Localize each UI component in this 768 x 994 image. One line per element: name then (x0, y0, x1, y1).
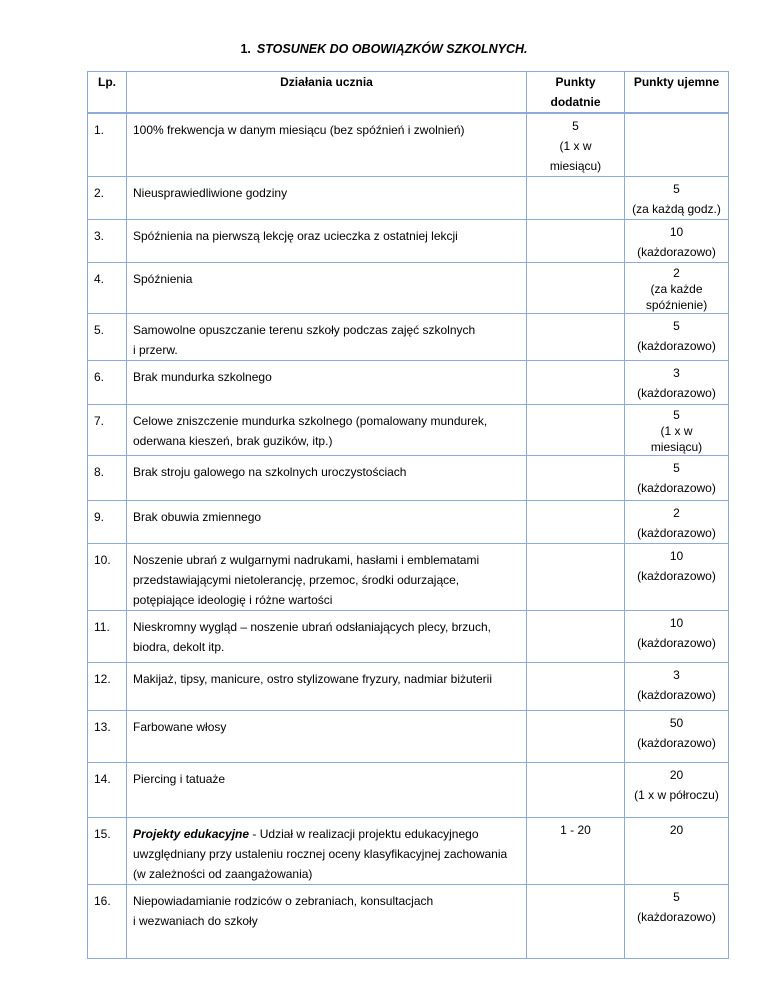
row-action (127, 177, 527, 220)
row-positive-points (527, 544, 625, 611)
row-negative-points (625, 113, 729, 177)
row-positive-points (527, 456, 625, 501)
negative-points-line: (każdorazowo) (637, 910, 716, 924)
row-negative-points (625, 763, 729, 818)
negative-points-line: 5 (673, 461, 680, 475)
row-number: 3. (88, 220, 127, 263)
row-positive-points (527, 177, 625, 220)
row-number: 13. (88, 711, 127, 763)
row-action-emphasis: Projekty edukacyjne (133, 827, 250, 841)
table-row (88, 818, 729, 885)
row-negative-points (625, 456, 729, 501)
row-action-text: Brak stroju galowego na szkolnych uroczystościach (133, 465, 407, 479)
table-row (88, 663, 729, 711)
row-negative-points (625, 361, 729, 405)
negative-points-line: (za każde (650, 282, 703, 296)
row-action (127, 456, 527, 501)
row-number: 2. (88, 177, 127, 220)
row-positive-points (527, 885, 625, 959)
row-positive-points (527, 263, 625, 314)
row-number: 16. (88, 885, 127, 959)
negative-points-line: 2 (673, 506, 680, 520)
row-action-text: Samowolne opuszczanie terenu szkoły podczas zajęć szkolnych (133, 323, 476, 337)
row-action (127, 763, 527, 818)
row-number: 11. (88, 611, 127, 663)
row-positive-points (527, 113, 625, 177)
row-positive-points (527, 361, 625, 405)
row-negative-points (625, 611, 729, 663)
table-row (88, 405, 729, 456)
row-action-text-line-2: i przerw. (133, 343, 178, 357)
negative-points-line: (każdorazowo) (637, 339, 716, 353)
row-negative-points (625, 501, 729, 544)
row-positive-points (527, 663, 625, 711)
row-action (127, 663, 527, 711)
row-number: 4. (88, 263, 127, 314)
row-number: 7. (88, 405, 127, 456)
row-action (127, 263, 527, 314)
row-positive-points (527, 501, 625, 544)
row-action (127, 361, 527, 405)
negative-points-line: (za każdą godz.) (632, 202, 721, 216)
section-number: 1. (240, 42, 251, 56)
positive-points-line: 1 - 20 (560, 823, 591, 837)
row-action (127, 885, 527, 959)
negative-points-line: 5 (673, 182, 680, 196)
section-title (0, 42, 768, 56)
row-action (127, 611, 527, 663)
row-number: 6. (88, 361, 127, 405)
row-positive-points (527, 763, 625, 818)
row-negative-points (625, 544, 729, 611)
row-number: 12. (88, 663, 127, 711)
negative-points-line: (każdorazowo) (637, 386, 716, 400)
row-action-text: Farbowane włosy (133, 720, 227, 734)
table-row (88, 544, 729, 611)
negative-points-line: 10 (669, 225, 684, 239)
negative-points-line: (każdorazowo) (637, 245, 716, 259)
row-action-text: Brak mundurka szkolnego (133, 370, 272, 384)
row-number: 14. (88, 763, 127, 818)
row-positive-points (527, 818, 625, 885)
negative-points-line: 2 (673, 266, 680, 280)
row-positive-points (527, 220, 625, 263)
row-number: 5. (88, 314, 127, 361)
row-negative-points (625, 405, 729, 456)
negative-points-line: 10 (669, 549, 684, 563)
row-negative-points (625, 711, 729, 763)
points-table (87, 71, 729, 959)
section-title-text: STOSUNEK DO OBOWIĄZKÓW SZKOLNYCH. (256, 42, 528, 56)
table-body (88, 113, 729, 959)
negative-points-line: (każdorazowo) (637, 526, 716, 540)
row-action (127, 220, 527, 263)
header-plus (527, 72, 625, 114)
table-row (88, 885, 729, 959)
row-action (127, 501, 527, 544)
row-action-text: Celowe zniszczenie mundurka szkolnego (pomalowany mundurek, oderwana kieszeń, brak guzików, itp.) (133, 414, 488, 448)
row-negative-points (625, 314, 729, 361)
row-action-text: Nieskromny wygląd – noszenie ubrań odsłaniających plecy, brzuch, biodra, dekolt itp. (133, 620, 491, 654)
table-row (88, 220, 729, 263)
positive-points-line: (1 x w (559, 139, 592, 153)
negative-points-line: 5 (673, 408, 680, 422)
table-row (88, 361, 729, 405)
table-row (88, 263, 729, 314)
row-action (127, 113, 527, 177)
row-negative-points (625, 177, 729, 220)
row-action-text: Nieusprawiedliwione godziny (133, 186, 288, 200)
header-lp: Lp. (88, 72, 127, 114)
row-action-text: Brak obuwia zmiennego (133, 510, 262, 524)
negative-points-line: (1 x w półroczu) (634, 788, 719, 802)
table-header-row (88, 72, 729, 114)
header-plus-line-2: dodatnie (550, 95, 601, 109)
row-positive-points (527, 611, 625, 663)
table-row (88, 711, 729, 763)
row-action-text-line-2: i wezwaniach do szkoły (133, 914, 258, 928)
negative-points-line: 20 (669, 823, 684, 837)
negative-points-line: (każdorazowo) (637, 569, 716, 583)
row-positive-points (527, 314, 625, 361)
row-negative-points (625, 663, 729, 711)
row-negative-points (625, 818, 729, 885)
negative-points-line: (każdorazowo) (637, 636, 716, 650)
negative-points-line: (każdorazowo) (637, 688, 716, 702)
negative-points-line: miesiącu) (650, 440, 703, 454)
row-positive-points (527, 711, 625, 763)
row-action-text: 100% frekwencja w danym miesiącu (bez spóźnień i zwolnień) (133, 123, 465, 137)
negative-points-line: (każdorazowo) (637, 736, 716, 750)
table-row (88, 456, 729, 501)
negative-points-line: 20 (669, 768, 684, 782)
row-action-text: Makijaż, tipsy, manicure, ostro stylizowane fryzury, nadmiar biżuterii (133, 672, 493, 686)
row-number: 9. (88, 501, 127, 544)
negative-points-line: (każdorazowo) (637, 481, 716, 495)
negative-points-line: spóźnienie) (645, 298, 708, 312)
row-action (127, 405, 527, 456)
table-row (88, 177, 729, 220)
negative-points-line: 50 (669, 716, 684, 730)
row-negative-points (625, 263, 729, 314)
row-number: 15. (88, 818, 127, 885)
row-positive-points (527, 405, 625, 456)
row-action (127, 544, 527, 611)
row-negative-points (625, 220, 729, 263)
row-action-text: Niepowiadamianie rodziców o zebraniach, konsultacjach (133, 894, 434, 908)
negative-points-line: 3 (673, 668, 680, 682)
row-action-text: Noszenie ubrań z wulgarnymi nadrukami, hasłami i emblematami przedstawiającymi nietolerancję, przemoc, środki odurzające, potępiające ideologię i różne wartości (133, 553, 480, 607)
row-action (127, 818, 527, 885)
header-plus-line-1: Punkty (555, 75, 596, 89)
negative-points-line: 5 (673, 890, 680, 904)
table-row (88, 763, 729, 818)
row-action (127, 711, 527, 763)
table-row (88, 501, 729, 544)
table-row (88, 314, 729, 361)
row-number: 8. (88, 456, 127, 501)
row-action (127, 314, 527, 361)
positive-points-line: 5 (572, 119, 579, 133)
row-action-text: - Udział w realizacji projektu edukacyjnego uwzględniany przy ustaleniu rocznej oceny klasyfikacyjnej zachowania (w zależności od zaangażowania) (133, 827, 508, 881)
negative-points-line: 5 (673, 319, 680, 333)
row-action-text: Piercing i tatuaże (133, 772, 226, 786)
negative-points-line: 3 (673, 366, 680, 380)
row-action-text: Spóźnienia na pierwszą lekcję oraz ucieczka z ostatniej lekcji (133, 229, 458, 243)
negative-points-line: 10 (669, 616, 684, 630)
row-action-text: Spóźnienia (133, 272, 193, 286)
header-action: Działania ucznia (127, 72, 527, 114)
positive-points-line: miesiącu) (549, 159, 602, 173)
row-number: 10. (88, 544, 127, 611)
row-number: 1. (88, 113, 127, 177)
row-negative-points (625, 885, 729, 959)
header-minus: Punkty ujemne (625, 72, 729, 114)
table-row (88, 113, 729, 177)
negative-points-line: (1 x w (660, 424, 693, 438)
table-row (88, 611, 729, 663)
